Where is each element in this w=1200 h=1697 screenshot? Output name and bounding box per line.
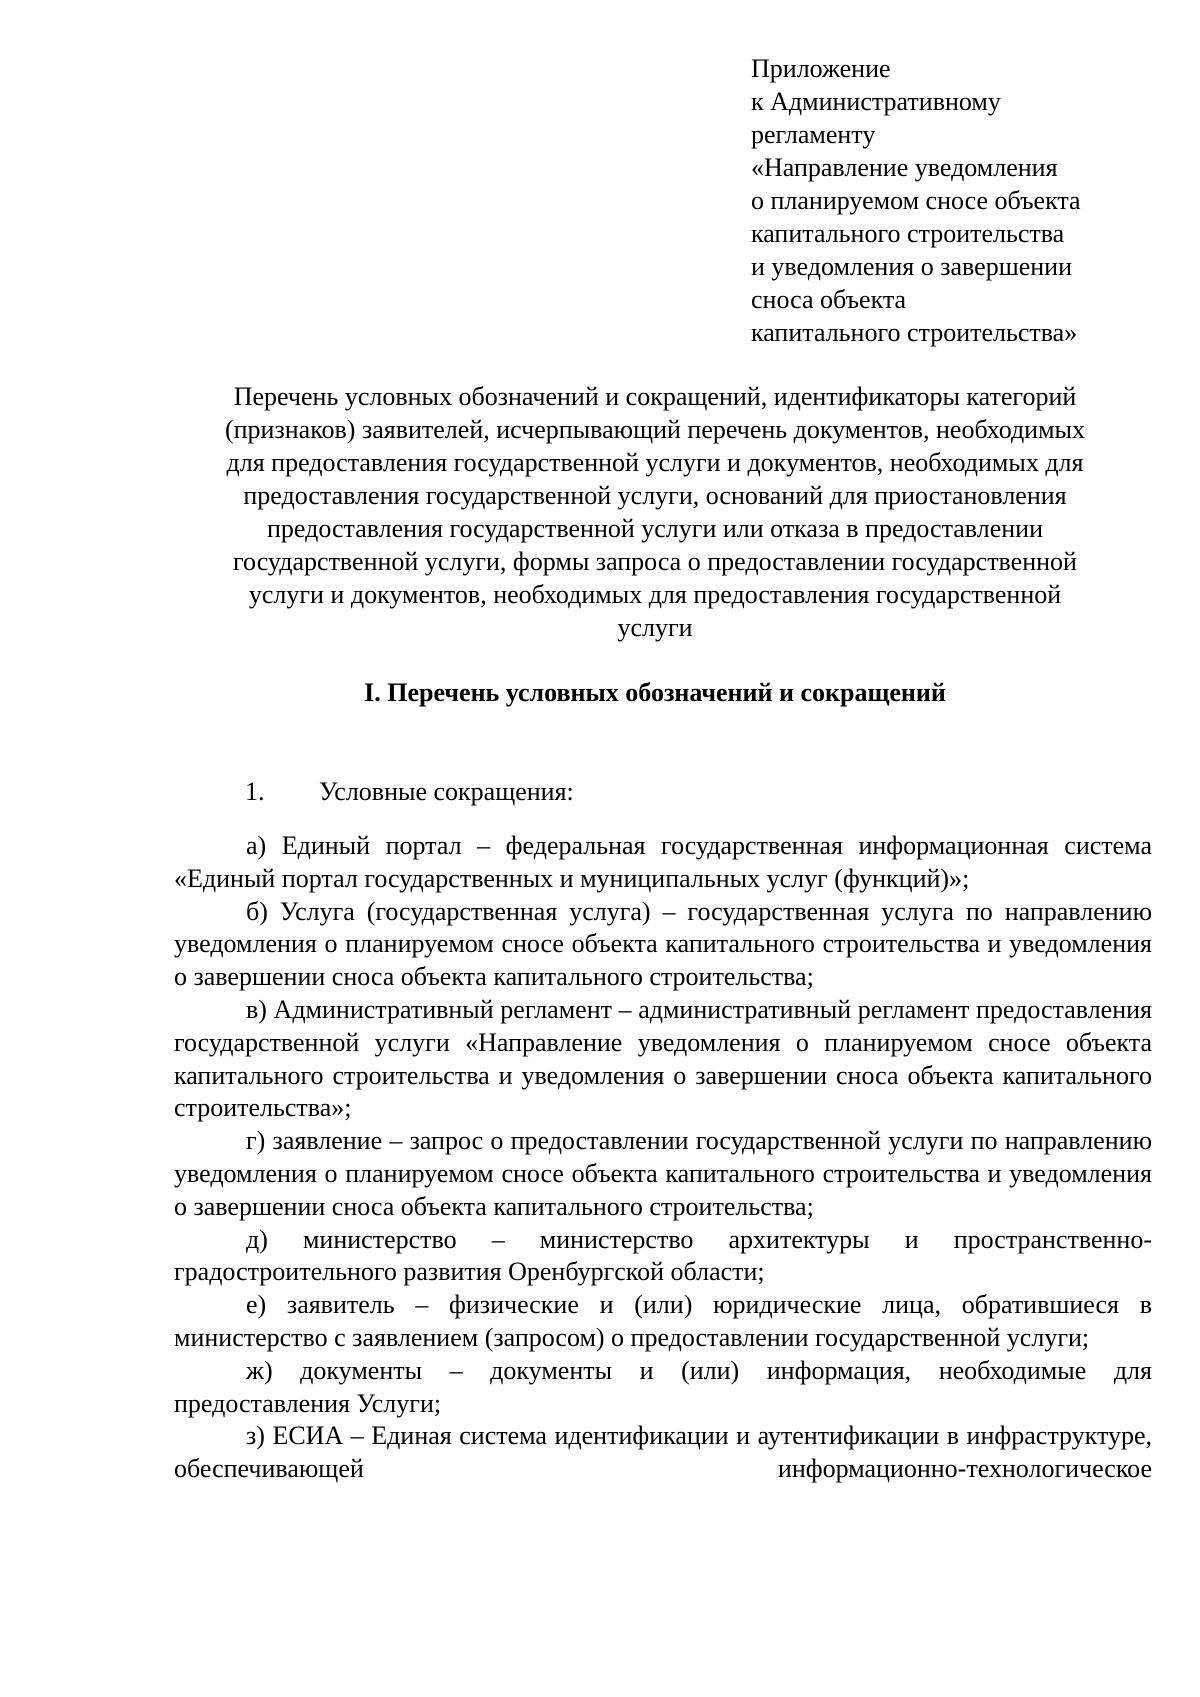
definition-item: б) Услуга (государственная услуга) – государственная услуга по направлению уведомления о планируемом сносе объекта капитального строительства и уведомления о завершении сноса объекта капитального строительства;: [174, 896, 1152, 992]
title-line: предоставления государственной услуги, оснований для приостановления: [243, 481, 1067, 510]
title-line: (признаков) заявителей, исчерпывающий перечень документов, необходимых: [224, 415, 1086, 444]
definition-item: г) заявление – запрос о предоставлении государственной услуги по направлению уведомления о планируемом сносе объекта капитального строительства и уведомления о завершении сноса объекта капитального строительства;: [174, 1126, 1152, 1221]
appendix-line: «Направление уведомления: [751, 153, 1058, 182]
definition-item: з) ЕСИА – Единая система идентификации и аутентификации в инфраструктуре, обеспечивающей информационно-технологическое: [174, 1421, 1152, 1484]
appendix-line: и уведомления о завершении: [751, 252, 1073, 281]
section-heading: I. Перечень условных обозначений и сокращений: [364, 678, 946, 707]
document-title: [160, 380, 1150, 644]
title-line: для предоставления государственной услуги и документов, необходимых для: [226, 448, 1084, 477]
appendix-line: капитального строительства: [751, 219, 1065, 248]
appendix-line: регламенту: [751, 120, 876, 149]
appendix-line: о планируемом сносе объекта: [751, 186, 1081, 215]
definition-item: а) Единый портал – федеральная государственная информационная система «Единый портал государственных и муниципальных услуг (функций)»;: [174, 831, 1152, 893]
appendix-line: сноса объекта: [751, 285, 907, 314]
title-line: услуги: [617, 613, 693, 642]
definition-item: д) министерство – министерство архитектуры и пространственно-градостроительного развития Оренбургской области;: [174, 1224, 1152, 1287]
title-line: услуги и документов, необходимых для предоставления государственной: [248, 580, 1062, 609]
title-line: предоставления государственной услуги или отказа в предоставлении: [266, 514, 1043, 543]
definition-item: ж) документы – документы и (или) информация, необходимые для предоставления Услуги;: [174, 1355, 1152, 1418]
appendix-line: к Административному: [751, 87, 1001, 116]
title-line: Перечень условных обозначений и сокращений, идентификаторы категорий: [233, 382, 1077, 411]
definitions-list: [174, 830, 1152, 1486]
title-line: государственной услуги, формы запроса о предоставлении государственной: [233, 547, 1077, 576]
list-number: 1.: [245, 777, 265, 806]
definition-item: в) Административный регламент – административный регламент предоставления государственной услуги «Направление уведомления о планируемом сносе объекта капитального строительства и уведомления о завершении сноса объекта капитального строительства»;: [174, 994, 1152, 1123]
appendix-note: [751, 52, 1171, 349]
appendix-line: Приложение: [751, 54, 891, 83]
list-heading-text: Условные сокращения:: [319, 777, 574, 806]
definition-item: е) заявитель – физические и (или) юридические лица, обратившиеся в министерство с заявлением (запросом) о предоставлении государственной услуги;: [174, 1290, 1152, 1352]
list-heading: [245, 775, 574, 808]
appendix-line: капитального строительства»: [751, 318, 1078, 347]
